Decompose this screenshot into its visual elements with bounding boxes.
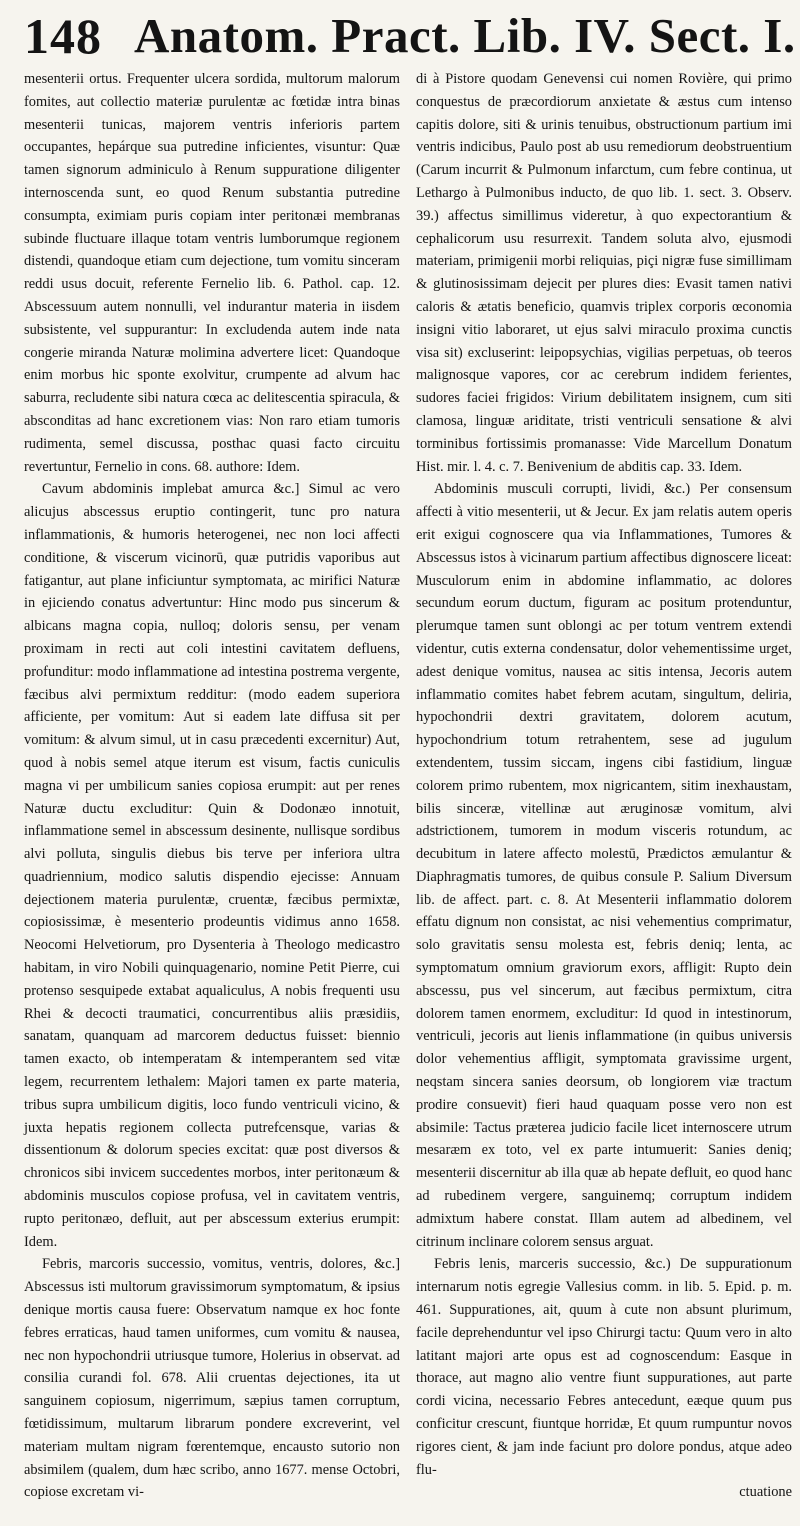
- catchword: ctuatione: [739, 1484, 792, 1501]
- paragraph: Abdominis musculi corrupti, lividi, &c.) Per consensum affecti à vitio mesenterii, ut & Jecur. Ex jam relatis autem operis erit exigui cognoscere qua via Inflammationes, Tumores & Abscessus istos à vicinarum partium affectibus dignoscere liceat: Musculorum enim in abdomine inflammatio, ac dolores secundum eorum ductum, figuram ac positum protenduntur, plerumque tamen sunt oblongi ac per totum ventrem extendi videntur, cutis externa condensatur, dolor vehementissime urget, adest denique vomitus, nausea ac sitis intensa, Jecoris autem inflammatio comites habet febrem acutam, singultum, deliria, hypochondrii dextri gravitatem, dolorem acutum, hypochondrium totum retrahentem, sese ad jugulum extendentem, tussim siccam, ingens cibi fastidium, linguæ colorem primo rubentem, mox nigricantem, sitim inexhaustam, bilis sinceræ, vitellinæ aut æruginosæ vomitum, alvi adstrictionem, tumorem in modum visceris rotundum, ac decubitum in latere affecto molestū, Prædictos æmulantur & Diaphragmatis tumores, de quibus consule P. Salium Diversum lib. de affect. part. c. 8. At Mesenterii inflammatio dolorem effatu dignum non consistat, ac nisi vehementius comprimatur, solo gravitatis sensu molesta est, febris deniq; lenta, ac symptomatum omnium graviorum exors, affligit: Rupto dein abscessu, pus vel sincerum, aut fæcibus permixtum, citra dolorem tamen enormem, excluditur: Id quod in intestinorum, ventriculi, jecoris aut lienis inflammatione (in quibus universis dolor vehementius affligit, symptomata gravissime urgent, neqstam sincera sanies deorsum, ob longiorem viæ tractum prodire consuevit) fieri haud quaquam posse vero non est absimile: Tactus præterea judicio facile licet internoscere utrum mesaræm ex toto, vel ex parte intumuerit: Sanies deniq; mesenterii discernitur ab illa quæ ab hepate defluit, eo quod hanc ad rubedinem vergere, sanguinemq; corruptum indidem admixtum habere constat. Illam autem ad albedinem, vel citrinum inclinare colorem sensus arguat.: [416, 481, 792, 1250]
- page-header: [24, 6, 796, 66]
- paragraph: mesenterii ortus. Frequenter ulcera sordida, multorum malorum fomites, aut collectio materiæ purulentæ ac fœtidæ intra binas mesenterii tunicas, majorem ventris inferioris partem occupantes, hepárque sua putredine inficientes, visuntur: Quæ tamen signorum adminiculo à Renum suppuratione diligenter internoscenda sunt, eo quod Renum substantia putredine consumpta, eximiam puris copiam inter peritonæi membranas subinde fluctuare illaque totam ventris lumborumque regionem distendi, quandoque etiam cum dejectione, tum vomitu sinceram reddi usus docuit, referente Fernelio lib. 6. Pathol. cap. 12. Abscessuum autem nonnulli, vel indurantur materia in iisdem subsistente, vel suppurantur: In excludenda autem inde nata congerie miranda Naturæ molimina advertere licet: Quandoque enim morbus hic sponte exolvitur, crumpente ad alvum hac saburra, recludente sibi natura cœca ac delitescentia spiracula, & absconditas ad hanc excretionem vias: Non raro etiam tumoris rudimenta, semel discussa, posthac quasi facto circuitu revertuntur, Fernelio in cons. 68. authore: Idem.: [24, 71, 400, 475]
- paragraph: Febris, marcoris successio, vomitus, ventris, dolores, &c.] Abscessus isti multorum gravissimorum symptomatum, & ipsius denique mortis causa fuere: Observatum namque ex hoc fonte febres erraticas, haud tamen uniformes, cum vomitu & nausea, nec non hypochondrii utriusque tumore, Holerius in observat. ad consilia curandi fol. 678. Alii cruentas dejectiones, ita ut sanguinem copiosum, nigerrimum, sæpius tamen corruptum, fœtidissimum, multarum librarum pondere excreverint, vel materiam multam nigram fœrentemque, encausto sutorio non absimilem (qualem, dum hæc scribo, anno 1677. mense Octobri, copiose excretam vi-: [24, 1256, 400, 1501]
- paragraph: Cavum abdominis implebat amurca &c.] Simul ac vero alicujus abscessus eruptio contingerit, tunc pro natura inflammationis, & humoris heterogenei, nec non loci affecti conditione, & viscerum vicinorū, quæ putridis vaporibus aut fatigantur, aut plane inficiuntur symptomata, ac mirifici Naturæ in ejiciendo conatus advertuntur: Hinc modo pus sincerum & albicans magna copia, nulloq; doloris sensu, per venam proximam in recti aut coli intestini cavitatem defluens, profunditur: modo inflammatione ad intestina postrema vergente, fæcibus alvi permixtum redditur: (modo eadem superiora afficiente, per vomitum: Aut si eadem late diffusa sit per vomitum: & alvum simul, ut in casu præcedenti excernitur) Aut, quod à nobis semel atque iterum est visum, factis cuniculis magna vi per umbilicum sanies copiosa erumpit: aut per renes Naturæ ductu excluditur: Quin & Dodonæo innotuit, inflammatione semel in abscessum desinente, nullisque sordibus alvi polluta, singulis diebus bis terve per inferiora ultra quadriennium, modico salutis dispendio ejecisse: Annuam dejectionem materia purulentæ, cruentæ, fæcibus permixtæ, copiosissimæ, è mesenterio prodeuntis vidimus anno 1658. Neocomi Helvetiorum, pro Dysenteria à Theologo medicastro habitam, in viro Nobili quinquagenario, nomine Petit Pierre, cui protenso sesquipede extabat aqualiculus, A nobis frequenti usu Rhei & decocti traumatici, concurrentibus aliis præsidiis, sanatam, quanquam ad marcorem deductus fuisset: biennio tamen exacto, ob intemperatam & intemperantem sed vitæ legem, recurrentem lethalem: Majori tamen ex parte materia, tribus supra umbilicum digitis, loco fundo ventriculi vicino, & juxta hepatis regionem collecta putrefcensque, varias & dissentionum & dolorum species excitat: quæ post diversos & chronicos sibi invicem succedentes morbos, inter peritonæum & abdominis musculos copiose profusa, vel in cavitatem ventris, rupto peritonæo, defluit, aut per abscessum exterius erumpit: Idem.: [24, 481, 400, 1250]
- left-column: [24, 68, 400, 1504]
- paragraph: di à Pistore quodam Genevensi cui nomen Rovière, qui primo conquestus de præcordiorum anxietate & æstus cum intenso capitis dolore, siti & urinis tenuibus, obstructionum partium imi ventris indicibus, Paulo post ab usu remediorum deobstruentium (Carum incurrit & Pulmonum infarctum, cum febre continua, ut Lethargo à Pulmonibus inducto, de quo lib. 1. sect. 3. Observ. 39.) affectus simillimus videretur, à quo expectorantium & cephalicorum usu resurrexit. Tandem soluta alvo, ejusmodi materiam, primigenii morbi reliquias, piçi nigræ fuse simillimam & glutinosissimam dejecit per plures dies: Evasit tamen nativi caloris & ætatis beneficio, quamvis triplex corporis œconomia insigni vitio laboraret, ut ejus salvi miraculo proxima cunctis visa sit) excluserint: leipopsychias, vigilias perpetuas, ob teeros malignosque vapores, cor ac cerebrum indidem ferientes, sudores faciei frigidos: Virium debilitatem insignem, cum siti clamosa, linguæ ariditate, tristi ventriculi sensatione & alvi torminibus fortissimis promanasse: Vide Marcellum Donatum Hist. mir. l. 4. c. 7. Benivenium de abditis cap. 33. Idem.: [416, 71, 792, 475]
- right-column: [416, 68, 792, 1504]
- page-number: 148: [24, 8, 102, 64]
- running-title: Anatom. Pract. Lib. IV. Sect. I.: [134, 8, 796, 63]
- paragraph: Febris lenis, marceris successio, &c.) De suppurationum internarum notis egregie Vallesius comm. in lib. 5. Epid. p. m. 461. Suppurationes, ait, quum à cute non absunt plurimum, facile deprehenduntur vel ipso Chirurgi tactu: Quum vero in alto latitant majori arte opus est ad cognoscendum: Easque in thorace, aut magno alio ventre fiunt suppurationes, aut parte cordi vicina, necessario Febres antecedunt, eæque quum pus conficitur crescunt, fiuntque horridæ, Et quum rumpuntur novos rigores cient, & jam inde faciunt pro dolore pondus, atque adeo flu-: [416, 1256, 792, 1478]
- text-columns: [24, 68, 790, 1520]
